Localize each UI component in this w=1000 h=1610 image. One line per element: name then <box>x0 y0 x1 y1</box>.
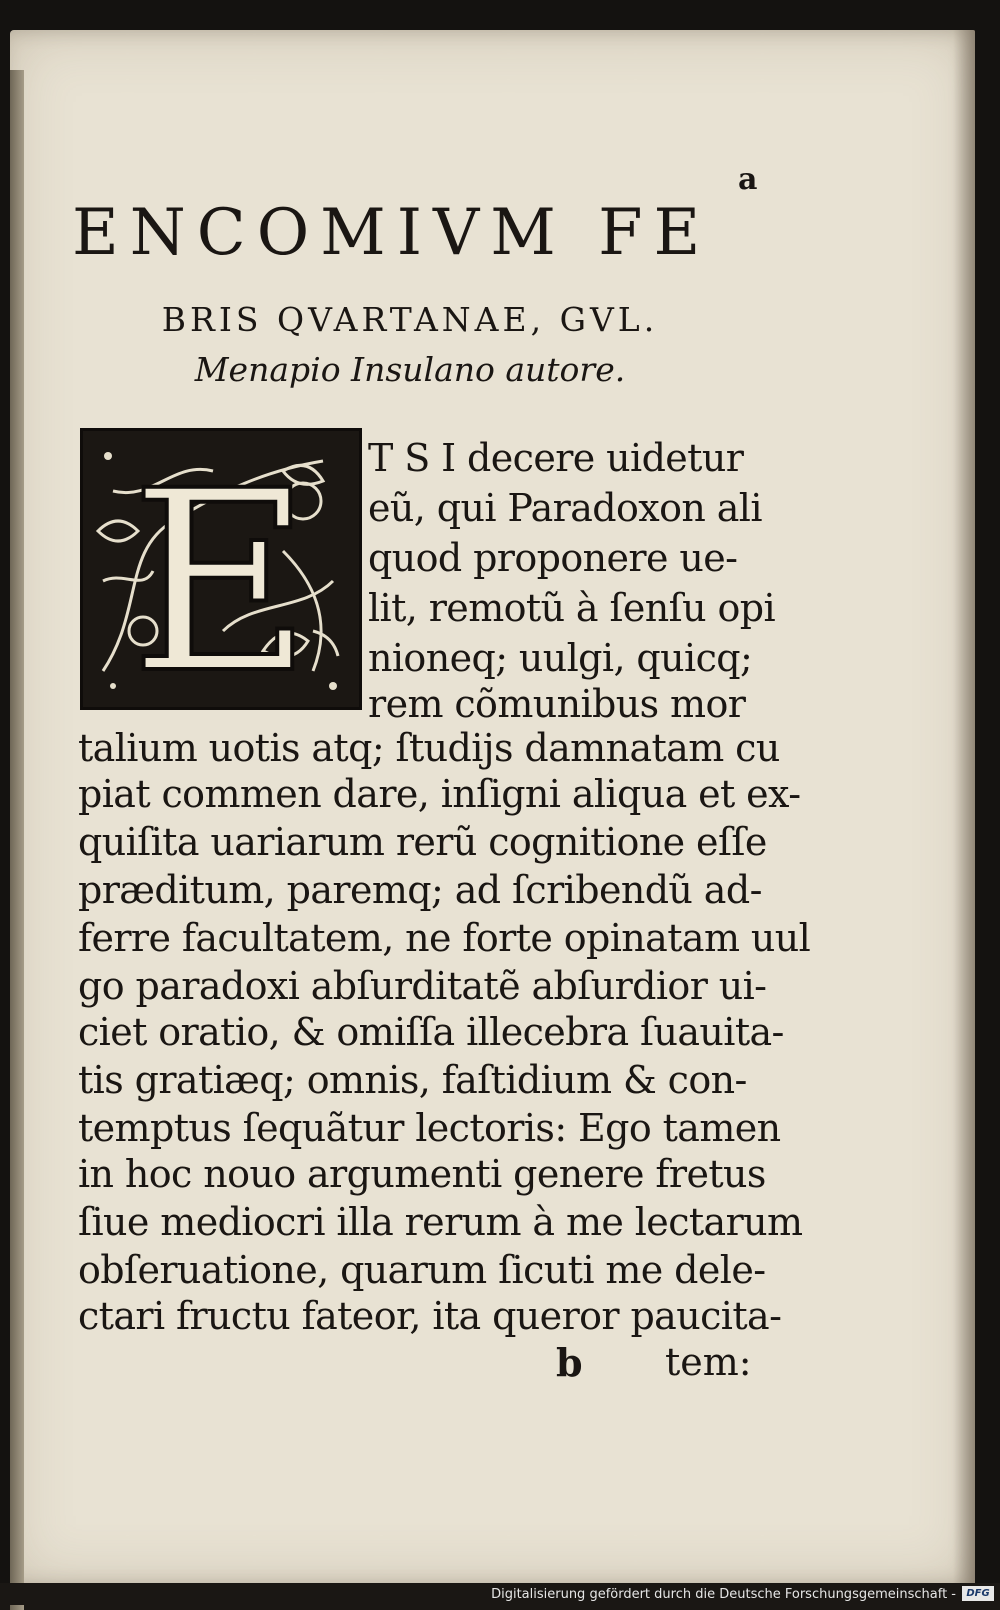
text-line-3: quod proponere ue- <box>368 536 738 580</box>
text-line-2: eũ, qui Paradoxon ali <box>368 486 762 530</box>
initial-letter-glyph: E <box>129 437 313 707</box>
text-line-4: lit, remotũ à ſenſu opi <box>368 586 776 630</box>
text-line-18: obſeruatione, quarum ſicuti me dele- <box>78 1248 766 1292</box>
text-line-15: temptus ſequãtur lectoris: Ego tamen <box>78 1106 781 1150</box>
leaf-signature: a <box>738 162 758 197</box>
title-line-2: BRIS QVARTANAE, GVL. <box>161 300 659 339</box>
text-line-10: præditum, paremq; ad ſcribendũ ad- <box>78 868 762 912</box>
text-line-7: talium uotis atq; ſtudijs damnatam cu <box>78 726 780 770</box>
text-line-11: ferre facultatem, ne forte opinatam uul <box>78 916 811 960</box>
digitization-footer <box>0 1583 1000 1605</box>
page-gutter <box>10 70 24 1610</box>
title-line-3: Menapio Insulano autore. <box>194 350 626 389</box>
text-line-8: piat commen dare, inſigni aliqua et ex- <box>78 772 801 816</box>
text-line-9: quiſita uariarum rerũ cognitione eſſe <box>78 820 767 864</box>
text-line-14: tis gratiæq; omnis, faſtidium & con- <box>78 1058 747 1102</box>
text-line-5: nioneq; uulgi, quicq; <box>368 636 753 680</box>
text-line-19: ctari fructu fateor, ita queror paucita- <box>78 1294 782 1338</box>
initial-letter <box>83 431 359 707</box>
text-line-13: ciet oratio, & omiſſa illecebra ſuauita- <box>78 1010 784 1054</box>
text-line-12: go paradoxi abſurditatẽ abſurdior ui- <box>78 964 767 1008</box>
title-line-1: ENCOMIVM FE <box>72 196 712 270</box>
decorated-initial-woodcut <box>80 428 362 710</box>
text-line-17: ſiue mediocri illa rerum à me lectarum <box>78 1200 803 1244</box>
signature-mark: b <box>556 1340 583 1385</box>
footer-credit: Digitalisierung gefördert durch die Deutsche Forschungsgemeinschaft - <box>491 1587 956 1602</box>
dfg-logo: DFG <box>962 1586 994 1601</box>
catchword: tem: <box>665 1340 752 1384</box>
text-line-16: in hoc nouo argumenti genere fretus <box>78 1152 766 1196</box>
text-line-6: rem cõmunibus mor <box>368 682 746 726</box>
text-line-1: T S I decere uidetur <box>368 436 744 480</box>
